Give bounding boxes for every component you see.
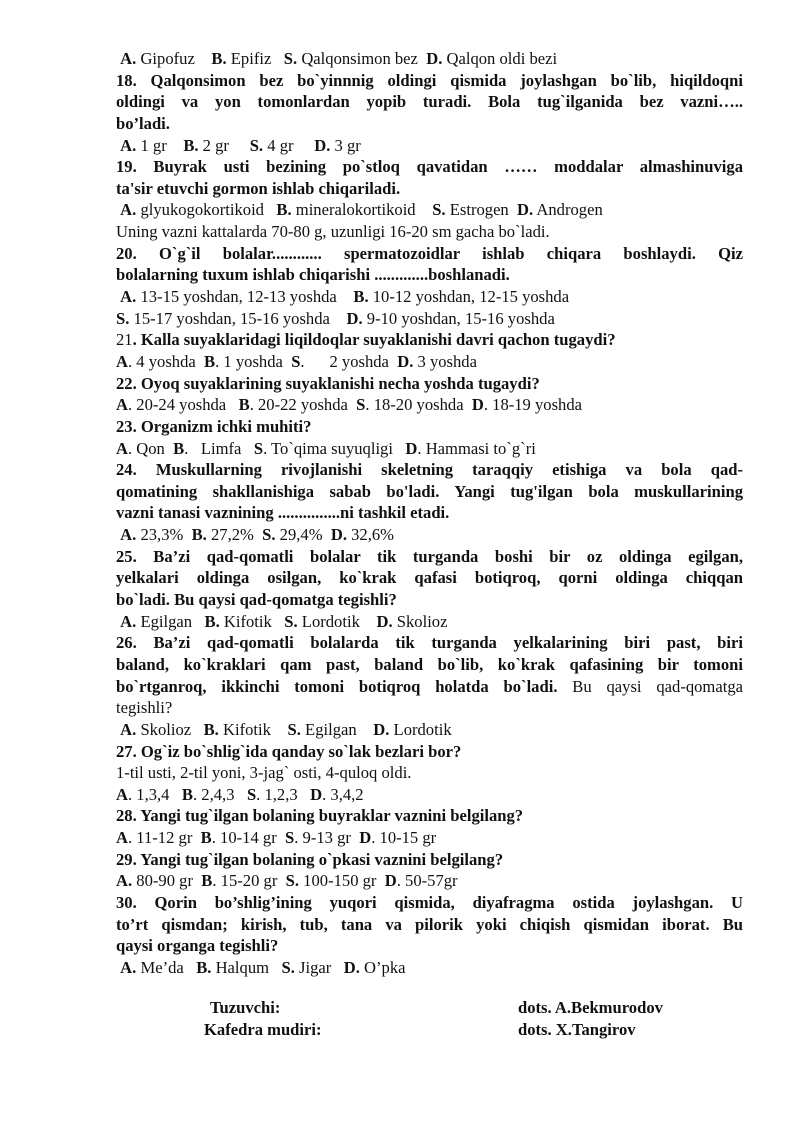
text: . 1,2,3	[256, 784, 311, 804]
text: . 9-13 gr	[294, 828, 360, 848]
bold-text: 27. Og`iz bo`shlig`ida qanday so`lak bezlari bor?	[116, 741, 462, 761]
bold-text: 29. Yangi tug`ilgan bolaning o`pkasi vaznini belgilang?	[116, 849, 504, 869]
bold-text: D	[359, 828, 372, 848]
bold-text: S.	[285, 871, 300, 891]
bold-text: A.	[120, 287, 137, 307]
answer-line	[116, 784, 743, 806]
text: Skolioz	[136, 719, 204, 739]
bold-text: B	[204, 351, 216, 371]
bold-text: S.	[432, 200, 446, 220]
bold-text: oldingi va yon tomonlardan yopib turadi. Bola tug`ilganida bez vazni…..	[116, 92, 743, 112]
question-line	[116, 70, 743, 92]
bold-text: baland, ko`kraklari qam past, baland bo`lib, ko`krak qafasining bir tomoni	[116, 654, 743, 674]
question-line	[116, 805, 743, 827]
question-line	[116, 178, 743, 200]
text: 1 gr	[136, 135, 184, 155]
bold-text: D.	[426, 49, 443, 68]
text: Qalqonsimon bez	[297, 49, 427, 68]
compiler-row	[0, 997, 800, 1019]
answer-line	[116, 221, 743, 243]
text: . To`qima suyuqligi	[263, 438, 406, 458]
text: . 15-20 gr	[212, 871, 286, 891]
bold-text: D.	[376, 611, 393, 631]
text: . 4 yoshda	[127, 351, 205, 371]
bold-text: D	[471, 395, 484, 415]
bold-text: A	[116, 395, 128, 415]
text: 3 gr	[330, 135, 361, 155]
text: glyukogokortikoid	[136, 200, 277, 220]
text: 21	[116, 330, 133, 350]
text: mineralokortikoid	[291, 200, 433, 220]
bold-text: B	[201, 871, 213, 891]
bold-text: A	[116, 828, 128, 848]
text: Lordotik	[297, 611, 377, 631]
bold-text: D.	[397, 351, 414, 371]
text: Egilgan	[136, 611, 205, 631]
bold-text: 24. Muskullarning rivojlanishi skeletning taraqqiy etishiga va bola qad-	[116, 460, 743, 480]
text: . 10-15 gr	[371, 828, 437, 848]
bold-text: A	[116, 784, 128, 804]
text: . 3,4,2	[322, 784, 364, 804]
bold-text: B.	[276, 200, 292, 220]
text: 80-90 gr	[132, 871, 202, 891]
question-line	[116, 914, 743, 936]
answer-line	[116, 719, 743, 741]
text: . 2,4,3	[193, 784, 247, 804]
text: Epifiz	[226, 49, 284, 68]
bold-text: D	[384, 871, 397, 891]
answer-line	[116, 438, 743, 460]
bold-text: yelkalari oldinga osilgan, ko`krak qafasi botiqroq, qorni oldinga chiqqan	[116, 568, 743, 588]
bold-text: A.	[116, 871, 133, 891]
bold-text: A.	[120, 611, 137, 631]
question-line	[116, 156, 743, 178]
question-line	[116, 892, 743, 914]
question-line	[116, 849, 743, 871]
bold-text: bolalarning tuxum ishlab chiqarishi .............boshlanadi.	[116, 265, 510, 285]
bold-text: 18. Qalqonsimon bez bo`yinnnig oldingi qismida joylashgan bo`lib, hiqildoqni	[116, 70, 743, 90]
question-line	[116, 459, 743, 481]
text: Halqum	[211, 957, 282, 977]
question-line	[116, 329, 743, 351]
bold-text: B.	[183, 135, 199, 155]
head-name: dots. X.Tangirov	[518, 1020, 636, 1039]
text: . 2 yoshda	[300, 351, 398, 371]
text: 2 gr	[198, 135, 250, 155]
answer-line	[116, 351, 743, 373]
text: Qalqon oldi bezi	[442, 49, 558, 68]
text: . 10-14 gr	[211, 828, 286, 848]
answer-line	[116, 286, 743, 308]
bold-text: S	[285, 828, 295, 848]
question-line	[116, 935, 743, 957]
bold-text: ta'sir etuvchi gormon ishlab chiqariladi.	[116, 178, 401, 198]
question-line	[116, 676, 743, 698]
question-line	[116, 654, 743, 676]
bold-text: S.	[281, 957, 295, 977]
text: . 11-12 gr	[127, 828, 201, 848]
bold-text: S	[246, 784, 257, 804]
question-line	[116, 502, 743, 524]
bold-text: A.	[120, 957, 137, 977]
bold-text: S.	[249, 135, 264, 155]
text: 100-150 gr	[299, 871, 385, 891]
bold-text: S.	[262, 525, 276, 545]
answer-line	[116, 611, 743, 633]
bold-text: A.	[120, 49, 137, 68]
question-line	[116, 243, 743, 265]
text: . 50-57gr	[396, 871, 458, 891]
bold-text: D.	[517, 200, 534, 220]
question-line	[116, 113, 743, 135]
text: tegishli?	[116, 698, 173, 718]
bold-text: B.	[211, 49, 227, 68]
head-row	[0, 1019, 800, 1041]
text: Egilgan	[300, 719, 374, 739]
text: . 20-22 yoshda	[249, 395, 357, 415]
bold-text: bo`rtganroq, ikkinchi tomoni botiqroq holatda bo`ladi.	[116, 676, 558, 696]
text: . 1 yoshda	[215, 351, 292, 371]
bold-text: A	[116, 351, 128, 371]
text: Lordotik	[389, 719, 452, 739]
text: Skolioz	[392, 611, 448, 631]
text: O’pka	[359, 957, 406, 977]
bold-text: 20. O`g`il bolalar............ spermatozoidlar ishlab chiqara boshlaydi. Qiz	[116, 243, 743, 263]
text: 3 yoshda	[413, 351, 477, 371]
text: 13-15 yoshdan, 12-13 yoshda	[136, 287, 354, 307]
bold-text: B.	[353, 287, 369, 307]
bold-text: to’rt qismdan; kirish, tub, tana va pilorik yoki chiqish qismidan iborat. Bu	[116, 914, 743, 934]
text: . 18-20 yoshda	[365, 395, 472, 415]
answer-line	[116, 135, 743, 157]
text: Kifotik	[218, 719, 288, 739]
text: . Hammasi to`g`ri	[417, 438, 536, 458]
bold-text: A.	[120, 135, 137, 155]
bold-text: D	[310, 784, 323, 804]
bold-text: B	[200, 828, 212, 848]
bold-text: 30. Qorin bo’shlig’ining yuqori qismida, diyafragma ostida joylashgan. U	[116, 892, 743, 912]
answer-line	[116, 827, 743, 849]
question-line	[116, 567, 743, 589]
bold-text: S	[291, 351, 301, 371]
text: 32,6%	[346, 525, 394, 545]
text: 10-12 yoshdan, 12-15 yoshda	[368, 287, 570, 307]
question-line	[116, 91, 743, 113]
bold-text: . Kalla suyaklaridagi liqildoqlar suyaklanishi davri qachon tugaydi?	[132, 330, 616, 350]
text: Kifotik	[219, 611, 285, 631]
head-role: Kafedra mudiri:	[204, 1020, 322, 1039]
answer-line	[116, 199, 743, 221]
text: 1-til usti, 2-til yoni, 3-jag` osti, 4-quloq oldi.	[116, 763, 412, 783]
bold-text: D.	[346, 308, 363, 328]
text: . 1,3,4	[127, 784, 182, 804]
bold-text: bo’ladi.	[116, 113, 170, 133]
question-line	[116, 373, 743, 395]
text: Jigar	[294, 957, 344, 977]
question-line	[116, 264, 743, 286]
text: Me’da	[136, 957, 197, 977]
bold-text: D	[405, 438, 418, 458]
bold-text: 26. Ba’zi qad-qomatli bolalarda tik turganda yelkalarining biri past, biri	[116, 633, 743, 653]
bold-text: A.	[120, 525, 137, 545]
bold-text: S	[356, 395, 366, 415]
bold-text: 23. Organizm ichki muhiti?	[116, 416, 312, 436]
compiler-role: Tuzuvchi:	[210, 998, 281, 1017]
question-line	[116, 546, 743, 568]
bold-text: B.	[191, 525, 207, 545]
answer-line	[116, 308, 743, 330]
question-line	[116, 416, 743, 438]
question-line	[116, 589, 743, 611]
text: . Limfa	[184, 438, 254, 458]
text: 15-17 yoshdan, 15-16 yoshda	[129, 308, 347, 328]
question-line	[116, 481, 743, 503]
bold-text: D.	[314, 135, 331, 155]
answer-line	[116, 957, 743, 979]
answer-line	[116, 870, 743, 892]
answer-line	[116, 394, 743, 416]
text: 27,2%	[206, 525, 263, 545]
text: Bu qaysi qad-qomatga	[557, 676, 743, 696]
answer-line	[116, 48, 743, 70]
question-line	[116, 632, 743, 654]
bold-text: 19. Buyrak usti bezining po`stloq qavatidan …… moddalar almashinuviga	[116, 157, 743, 177]
bold-text: A.	[120, 719, 137, 739]
bold-text: 22. Oyoq suyaklarining suyaklanishi necha yoshda tugaydi?	[116, 373, 540, 393]
bold-text: B.	[196, 957, 212, 977]
bold-text: B	[238, 395, 250, 415]
text: 29,4%	[275, 525, 331, 545]
bold-text: S.	[284, 611, 298, 631]
bold-text: A.	[120, 200, 137, 220]
answer-line	[116, 697, 743, 719]
bold-text: A	[116, 438, 128, 458]
text: Gipofuz	[136, 49, 212, 68]
text: Androgen	[533, 200, 603, 220]
bold-text: B	[181, 784, 193, 804]
bold-text: B.	[204, 611, 220, 631]
bold-text: D.	[330, 525, 347, 545]
answer-line	[116, 524, 743, 546]
bold-text: 25. Ba’zi qad-qomatli bolalar tik turganda boshi bir oz oldinga egilgan,	[116, 546, 743, 566]
bold-text: S.	[116, 308, 130, 328]
bold-text: S.	[283, 49, 298, 68]
bold-text: B.	[203, 719, 219, 739]
bold-text: vazni tanasi vaznining ...............ni tashkil etadi.	[116, 503, 450, 523]
bold-text: D.	[343, 957, 360, 977]
text: . 18-19 yoshda	[483, 395, 583, 415]
answer-line	[116, 762, 743, 784]
bold-text: qaysi organga tegishli?	[116, 936, 279, 956]
text: 4 gr	[263, 135, 315, 155]
text: . Qon	[127, 438, 174, 458]
text: Uning vazni kattalarda 70-80 g, uzunligi 16-20 sm gacha bo`ladi.	[116, 222, 550, 242]
text: 23,3%	[136, 525, 192, 545]
compiler-name: dots. A.Bekmurodov	[518, 998, 663, 1017]
test-document	[116, 48, 743, 979]
bold-text: S	[253, 438, 264, 458]
bold-text: 28. Yangi tug`ilgan bolaning buyraklar vaznini belgilang?	[116, 806, 524, 826]
text: . 20-24 yoshda	[127, 395, 239, 415]
question-line	[116, 741, 743, 763]
text: Estrogen	[445, 200, 518, 220]
bold-text: qomatining shakllanishiga sabab bo'ladi. Yangi tug'ilgan bola muskullarining	[116, 481, 743, 501]
text: 9-10 yoshdan, 15-16 yoshda	[362, 308, 555, 328]
bold-text: B	[173, 438, 185, 458]
bold-text: bo`ladi. Bu qaysi qad-qomatga tegishli?	[116, 590, 397, 610]
bold-text: S.	[287, 719, 301, 739]
signature-block	[0, 997, 800, 1041]
bold-text: D.	[373, 719, 390, 739]
